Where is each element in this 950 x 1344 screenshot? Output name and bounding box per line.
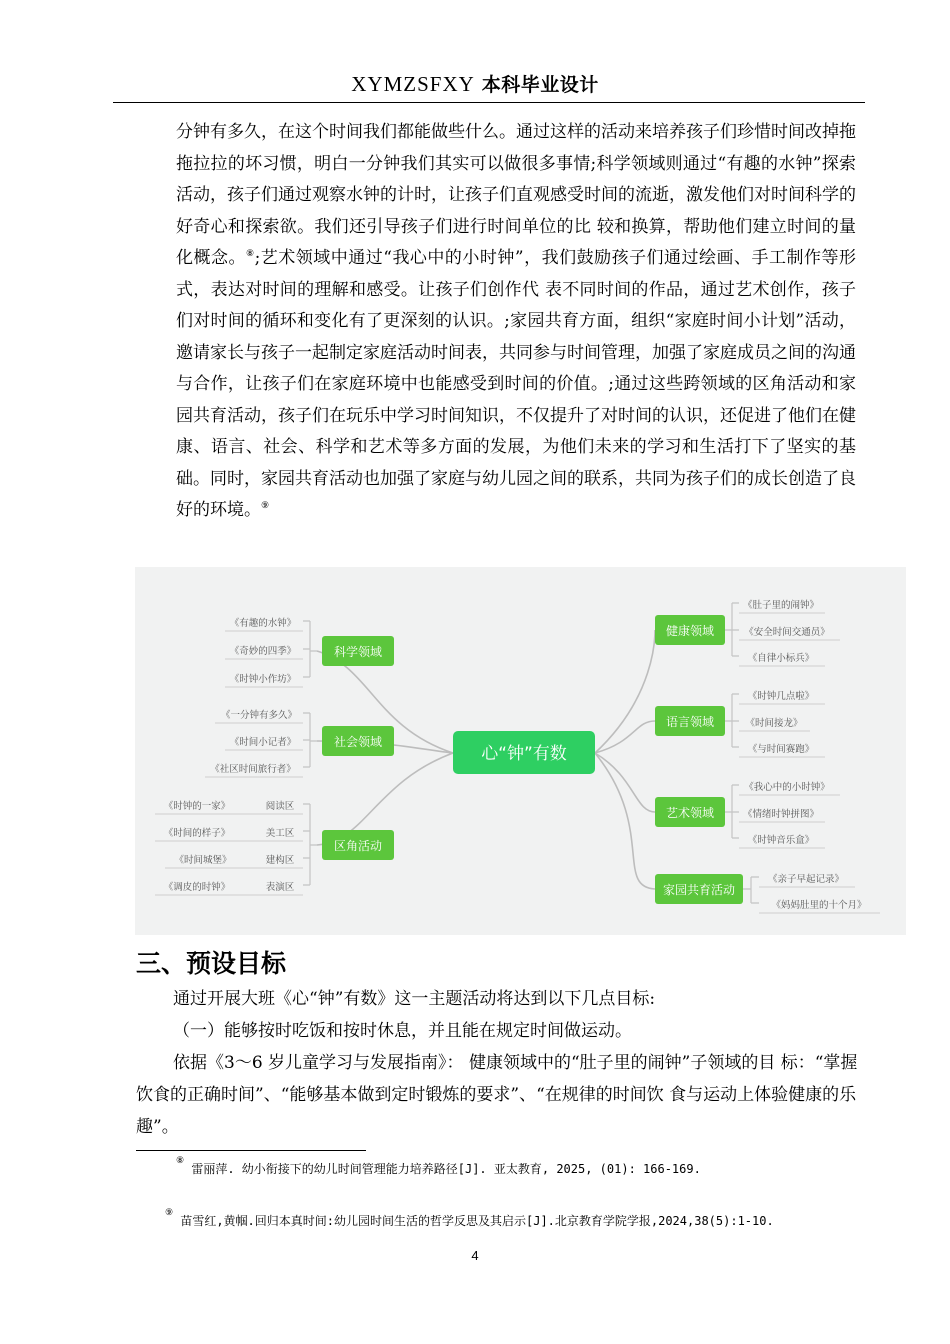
area-label-1: 阅读区 xyxy=(265,801,295,812)
goal-1: （一）能够按时吃饭和按时休息，并且能在规定时间做运动。 xyxy=(173,1021,632,1041)
leaf-art-3: 《时钟音乐盒》 xyxy=(747,835,815,846)
leaf-science-1: 《有趣的水钟》 xyxy=(229,618,297,629)
footnote-8 xyxy=(176,1156,866,1177)
leaf-science-3: 《时钟小作坊》 xyxy=(229,674,297,685)
leaf-corner-1: 《时钟的一家》 xyxy=(163,801,231,812)
connector-language xyxy=(595,721,655,753)
leaf-health-2: 《安全时间交通员》 xyxy=(744,627,830,638)
goal-basis: 依据《3～6 岁儿童学习与发展指南》： 健康领域中的“肚子里的闹钟”子领域的目 标：“掌握饮食的正确时间”、“能够基本做到定时锻炼的要求”、“在规律的时间饮 食与运动上体验健康的乐趣”。 xyxy=(136,1053,858,1137)
leaf-corner-2: 《时间的样子》 xyxy=(163,828,231,839)
leaf-science-2: 《奇妙的四季》 xyxy=(229,646,297,657)
leaf-art-1: 《我心中的小时钟》 xyxy=(744,782,830,793)
footnote-mark-8: ⑧ xyxy=(176,1156,185,1166)
node-language-label: 语言领域 xyxy=(665,715,715,729)
right-leaves xyxy=(743,599,867,911)
left-leaves xyxy=(164,617,297,893)
leaf-corner-3: 《时间城堡》 xyxy=(174,855,232,866)
mindmap-figure xyxy=(135,567,906,935)
footnote-ref-8[interactable]: ⑧ xyxy=(245,249,255,259)
node-corner-label: 区角活动 xyxy=(333,839,383,853)
paragraph-text xyxy=(176,117,856,527)
node-home-label: 家园共育活动 xyxy=(662,883,736,897)
footnote-9-text: 苗雪红,黄帼.回归本真时间:幼儿园时间生活的哲学反思及其启示[J].北京教育学院学报,2024,38(5):1-10. xyxy=(180,1214,774,1228)
node-art-label: 艺术领域 xyxy=(665,806,715,820)
leaf-language-2: 《时间接龙》 xyxy=(745,718,803,729)
footnote-9 xyxy=(165,1208,865,1229)
leaf-social-3: 《社区时间旅行者》 xyxy=(210,764,296,775)
leaf-social-1: 《一分钟有多久》 xyxy=(220,710,298,721)
area-label-4: 表演区 xyxy=(265,882,295,893)
page-header xyxy=(0,70,950,97)
leaf-home-2: 《妈妈肚里的十个月》 xyxy=(771,900,867,911)
body-paragraph xyxy=(176,117,856,527)
leaf-health-1: 《肚子里的闹钟》 xyxy=(742,600,820,611)
leaf-home-1: 《亲子早起记录》 xyxy=(767,874,845,885)
header-school: XYMZSFXY xyxy=(351,72,475,96)
node-health-label: 健康领域 xyxy=(665,624,715,638)
header-title: 本科毕业设计 xyxy=(481,74,599,96)
paragraph-part-1: 分钟有多久，在这个时间我们都能做些什么。通过这样的活动来培养孩子们珍惜时间改掉拖拖拉拉的坏习惯，明白一分钟我们其实可以做很多事情;科学领域则通过“有趣的水钟”探索活动，孩子们通过观察水钟的计时，让孩子们直观感受时间的流逝，激发他们对时间科学的好奇心和探索欲。我们还引导孩子们进行时间单位的比 较和换算，帮助他们建立时间的量化概念。 xyxy=(176,122,856,268)
footnote-ref-9[interactable]: ⑨ xyxy=(261,501,270,511)
center-node-label: 心“钟”有数 xyxy=(481,744,567,764)
node-science-label: 科学领域 xyxy=(333,645,383,659)
leaf-health-3: 《自律小标兵》 xyxy=(747,653,815,664)
paragraph-part-2: ;艺术领域中通过“我心中的小时钟”，我们鼓励孩子们通过绘画、手工制作等形式，表达对时间的理解和感受。让孩子们创作代 表不同时间的作品，通过艺术创作，孩子们对时间的循环和变化有了更深刻的认识。;家园共育方面，组织“家庭时间小计划”活动，邀请家长与孩子一起制定家庭活动时间表，共同参与时间管理，加强了家庭成员之间的沟通与合作，让孩子们在家庭环境中也能感受到时间的价值。;通过这些跨领域的区角活动和家园共育活动，孩子们在玩乐中学习时间知识，不仅提升了对时间的认识，还促进了他们在健康、语言、社会、科学和艺术等多方面的发展，为他们未来的学习和生活打下了坚实的基础。同时，家园共育活动也加强了家庭与幼儿园之间的联系，共同为孩子们的成长创造了良好的环境。 xyxy=(176,248,857,520)
leaf-art-2: 《情绪时钟拼图》 xyxy=(742,809,820,820)
leaf-language-1: 《时钟几点啦》 xyxy=(747,691,815,702)
leaf-social-2: 《时间小记者》 xyxy=(229,737,297,748)
section-intro: 通过开展大班《心“钟”有数》这一主题活动将达到以下几点目标: xyxy=(173,989,656,1009)
leaf-corner-4: 《调皮的时钟》 xyxy=(163,882,231,893)
area-label-2: 美工区 xyxy=(265,828,295,839)
connector-health xyxy=(595,630,655,753)
footnote-divider xyxy=(136,1150,366,1151)
section-body xyxy=(136,983,858,1143)
area-label-3: 建构区 xyxy=(265,855,295,866)
section-heading: 三、预设目标 xyxy=(136,949,287,978)
mindmap-svg xyxy=(135,567,906,935)
connector-home xyxy=(595,753,655,889)
page-number: 4 xyxy=(471,1248,479,1263)
footnote-mark-9: ⑨ xyxy=(165,1208,174,1218)
node-social-label: 社会领域 xyxy=(333,735,383,749)
leaf-language-3: 《与时间赛跑》 xyxy=(747,744,815,755)
header-divider xyxy=(113,102,865,103)
connector-art xyxy=(595,753,655,812)
footnote-8-text: 雷丽萍. 幼小衔接下的幼儿时间管理能力培养路径[J]. 亚太教育, 2025, (01): 166-169. xyxy=(191,1162,701,1176)
